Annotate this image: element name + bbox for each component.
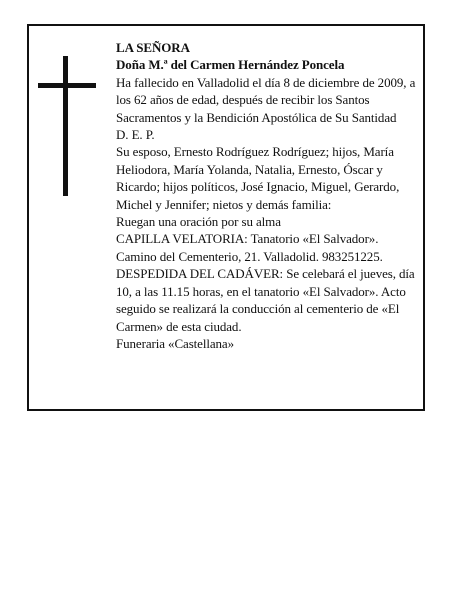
cross-icon-crossbar (38, 83, 96, 88)
family-list: Su esposo, Ernesto Rodríguez Rodríguez; hijos, María Heliodora, María Yolanda, Natalia, Ernesto, Óscar y Ricardo; hijos políticos, José Ignacio, Miguel, Gerardo, Michel y Jennifer; nietos y demás familia: (116, 144, 400, 212)
cross-icon (63, 56, 68, 196)
funeral-home: Funeraria «Castellana» (116, 335, 235, 351)
prayer-request: Ruegan una oración por su alma (116, 214, 281, 230)
deceased-name: Doña M.ª del Carmen Hernández Poncela (116, 57, 345, 73)
chapel-info: CAPILLA VELATORIA: Tanatorio «El Salvador». Camino del Cementerio, 21. Valladolid. 983251225. (116, 231, 383, 264)
obituary-text (116, 39, 418, 352)
farewell-info: DESPEDIDA DEL CADÁVER: Se celebará el jueves, día 10, a las 11.15 horas, en el tanatorio «El Salvador». Acto seguido se realizará la conducción al cementerio de «El Carmen» de esta ciudad. (116, 266, 415, 334)
notice-heading: LA SEÑORA (116, 40, 190, 55)
death-info: Ha fallecido en Valladolid el día 8 de diciembre de 2009, a los 62 años de edad, después de recibir los Santos Sacramentos y la Bendición Apostólica de Su Santidad (116, 74, 416, 125)
dep-text: D. E. P. (116, 127, 155, 143)
